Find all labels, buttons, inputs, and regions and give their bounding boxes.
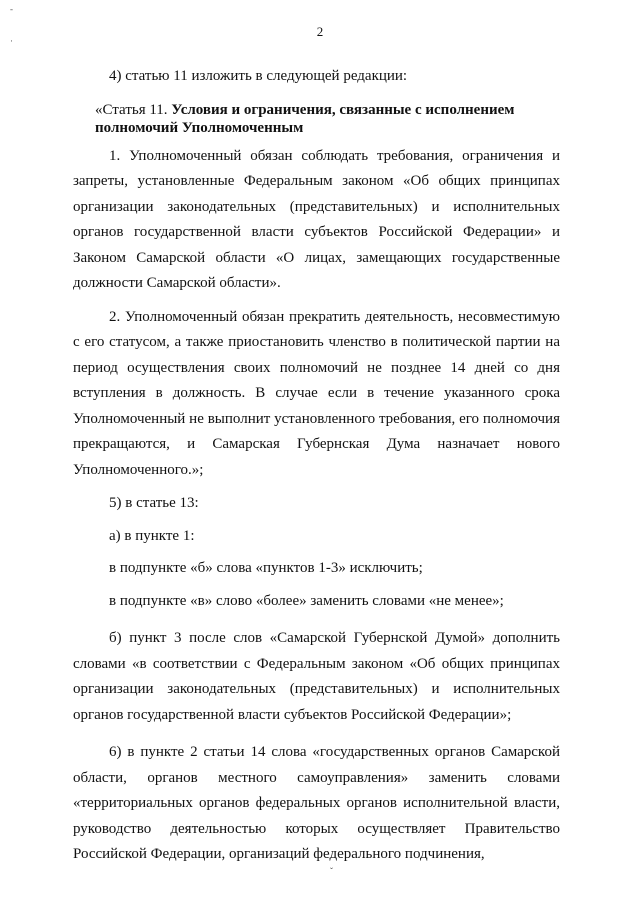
article-title [95, 101, 560, 137]
amendment-item-6: 6) в пункте 2 статьи 14 слова «государственных органов Самарской области, органов местного самоуправления» заменить словами «территориальных органов федеральных органов исполнительной власти, руководство деятельностью которых осуществляет Правительство Российской Федерации, организаций федерального подчинения, [73, 744, 560, 862]
document-body [73, 64, 560, 868]
subitem-a-v: в подпункте «в» слово «более» заменить словами «не менее»; [109, 592, 504, 609]
article-paragraph-1: 1. Уполномоченный обязан соблюдать требования, ограничения и запреты, установленные Федеральным законом «Об общих принципах организации законодательных (представительных) и исполнительных органов государственной власти субъектов Российской Федерации» и Законом Самарской области «О лицах, замещающих государственные должности Самарской области». [73, 147, 560, 291]
amendment-item-5: 5) в статье 13: [109, 495, 199, 511]
subitem-a: а) в пункте 1: [109, 527, 195, 544]
scan-mark: ˇ [330, 866, 333, 876]
article-title-line2: полномочий Уполномоченным [95, 119, 304, 136]
article-paragraph-2: 2. Уполномоченный обязан прекратить деятельность, несовместимую с его статусом, а также приостановить членство в политической партии на период осуществления своих полномочий не позднее 14 дней со дня вступления в должность. В случае если в течение указанного срока Уполномоченный не выполнит установленного требования, его полномочия прекращаются, и Самарская Губернская Дума назначает нового Уполномоченного.»; [73, 308, 560, 478]
article-title-prefix: «Статья 11. [95, 101, 172, 118]
scan-mark: · [10, 36, 13, 46]
page-number: 2 [316, 24, 324, 39]
article-title-line1: Условия и ограничения, связанные с исполнением [171, 101, 515, 118]
subitem-b: б) пункт 3 после слов «Самарской Губернской Думой» дополнить словами «в соответствии с Федеральным законом «Об общих принципах организации законодательных (представительных) и исполнительных органов государственной власти субъектов Российской Федерации»; [73, 630, 560, 723]
scan-mark: - [10, 4, 13, 14]
amendment-item-4: 4) статью 11 изложить в следующей редакции: [109, 68, 408, 84]
subitem-a-b: в подпункте «б» слова «пунктов 1-3» исключить; [109, 560, 423, 576]
